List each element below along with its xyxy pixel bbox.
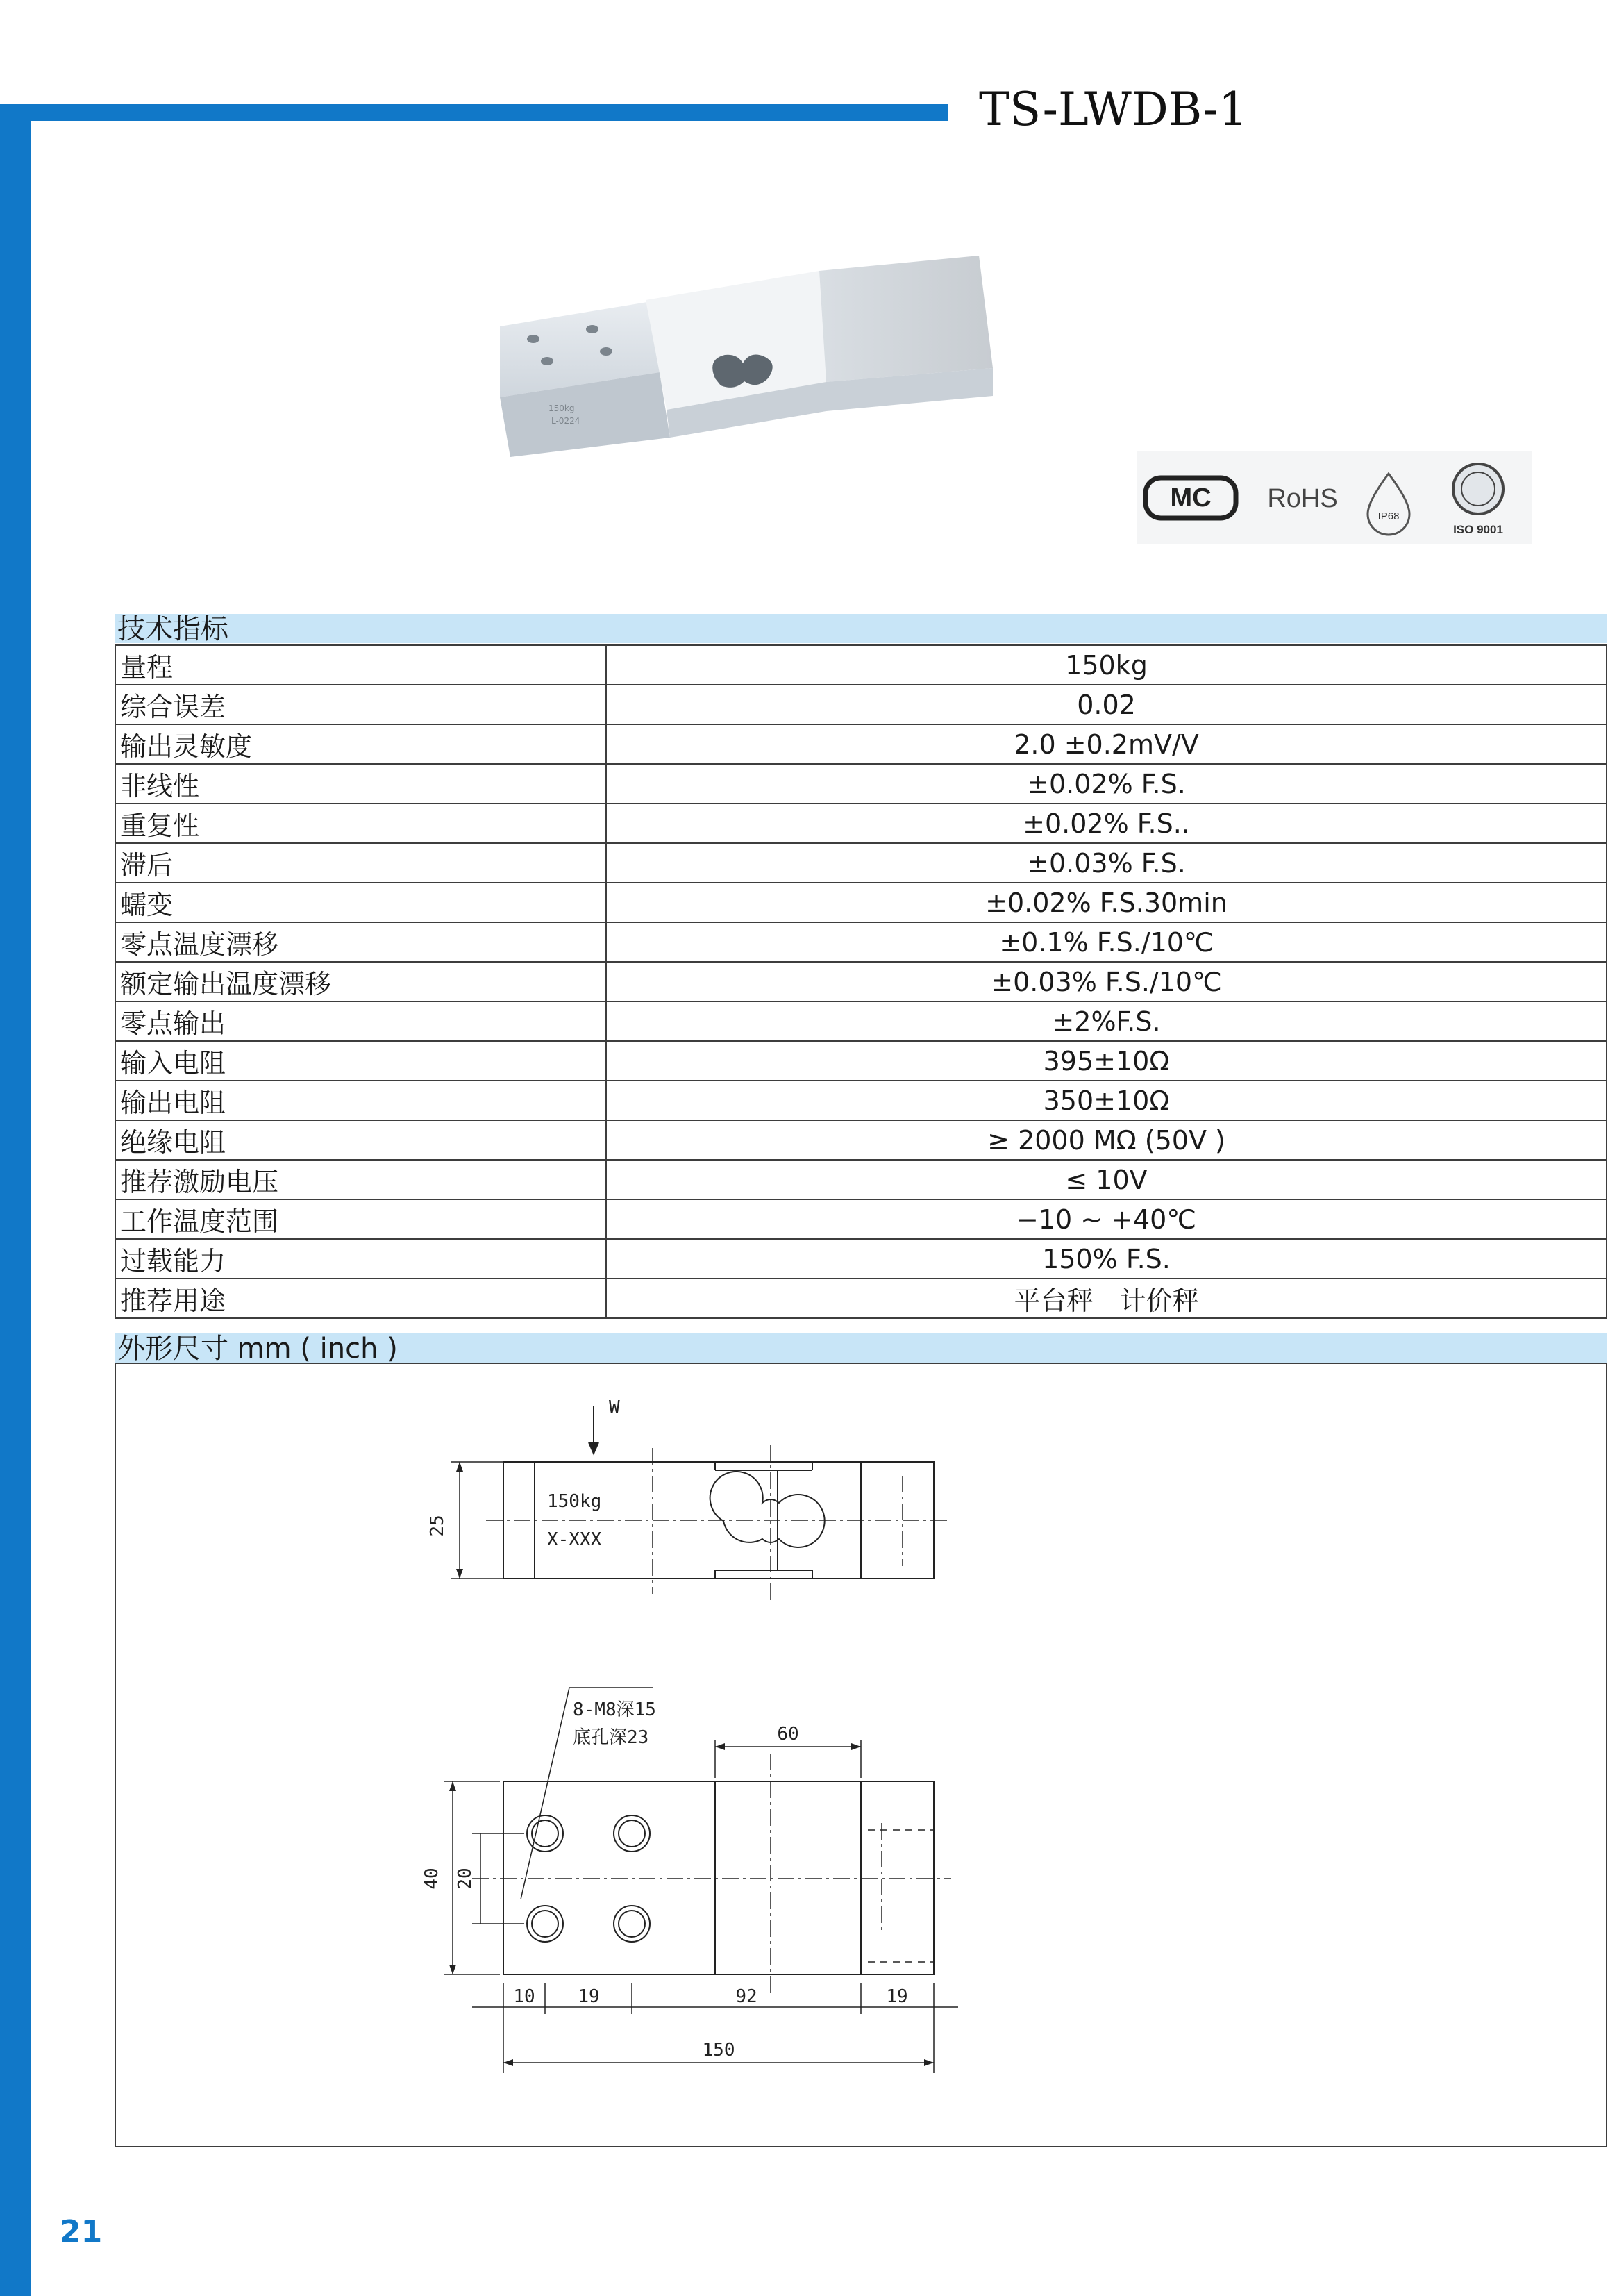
dim-height-25: 25 (427, 1515, 448, 1537)
spec-value: ±0.02% F.S.. (606, 804, 1607, 843)
spec-label: 零点温度漂移 (115, 922, 606, 962)
spec-label: 非线性 (115, 764, 606, 804)
svg-text:ISO 9001: ISO 9001 (1453, 523, 1503, 536)
hole-icon (527, 335, 539, 343)
svg-text:RoHS: RoHS (1267, 484, 1338, 513)
spec-label: 输出电阻 (115, 1081, 606, 1120)
spec-value: 150% F.S. (606, 1239, 1607, 1279)
spec-label: 量程 (115, 645, 606, 685)
page-number: 21 (60, 2214, 103, 2249)
side-view (451, 1406, 934, 1579)
dimension-section-title: 外形尺寸 mm ( inch ) (115, 1333, 1607, 1363)
spec-label: 输出灵敏度 (115, 724, 606, 764)
hole-icon (600, 347, 612, 356)
spec-row (115, 724, 1607, 764)
spec-row (115, 1120, 1607, 1160)
spec-label: 零点输出 (115, 1001, 606, 1041)
left-accent-bar (0, 104, 31, 2296)
spec-value: 平台秤 计价秤 (606, 1279, 1607, 1318)
dimension-drawing (403, 1379, 1257, 2083)
dim-40: 40 (421, 1867, 442, 1890)
spec-section-title: 技术指标 (115, 614, 1607, 643)
spec-label: 重复性 (115, 804, 606, 843)
mc-mark-icon (1146, 478, 1236, 518)
dim-150: 150 (702, 2040, 735, 2061)
spec-label: 推荐用途 (115, 1279, 606, 1318)
side-serial-label: X-XXX (547, 1529, 602, 1550)
hole-icon (586, 325, 598, 333)
right-block (819, 256, 993, 382)
spec-label: 蠕变 (115, 883, 606, 922)
spec-row (115, 1041, 1607, 1081)
spec-value: 0.02 (606, 685, 1607, 724)
ip-rating-icon (1368, 474, 1409, 535)
dim-19-left: 19 (578, 1986, 600, 2007)
spec-row (115, 764, 1607, 804)
spec-label: 绝缘电阻 (115, 1120, 606, 1160)
spec-value: ±0.03% F.S./10℃ (606, 962, 1607, 1001)
svg-text:IP68: IP68 (1377, 510, 1400, 522)
spec-value: ±0.1% F.S./10℃ (606, 922, 1607, 962)
spec-value: ±0.02% F.S.30min (606, 883, 1607, 922)
dim-19-right: 19 (886, 1986, 908, 2007)
load-label: W (609, 1397, 620, 1418)
dim-10: 10 (513, 1986, 535, 2007)
spec-row (115, 1279, 1607, 1318)
spec-value: 150kg (606, 645, 1607, 685)
spec-label: 推荐激励电压 (115, 1160, 606, 1199)
spec-row (115, 883, 1607, 922)
spec-row (115, 1001, 1607, 1041)
spec-row (115, 645, 1607, 685)
centerlines (472, 1445, 951, 1997)
model-title: TS-LWDB-1 (979, 83, 1248, 136)
top-view (444, 1688, 958, 2073)
product-photo (493, 250, 1007, 465)
side-capacity-label: 150kg (547, 1491, 602, 1512)
spec-label: 工作温度范围 (115, 1199, 606, 1239)
certification-strip (1137, 451, 1532, 544)
iso-icon (1453, 464, 1503, 536)
svg-text:MC: MC (1170, 483, 1212, 513)
spec-row (115, 804, 1607, 843)
spec-value: 395±10Ω (606, 1041, 1607, 1081)
hole-note-1: 8-M8深15 (573, 1699, 656, 1720)
spec-row (115, 1199, 1607, 1239)
spec-label: 额定输出温度漂移 (115, 962, 606, 1001)
dim-60: 60 (777, 1724, 799, 1745)
spec-row (115, 1239, 1607, 1279)
rohs-icon (1267, 484, 1337, 513)
engraving-serial: L-0224 (551, 416, 580, 426)
spec-label: 综合误差 (115, 685, 606, 724)
spec-value: −10 ~ +40℃ (606, 1199, 1607, 1239)
spec-value: ≤ 10V (606, 1160, 1607, 1199)
hole-icon (541, 357, 553, 365)
spec-value: 350±10Ω (606, 1081, 1607, 1120)
top-accent-bar (0, 104, 948, 121)
spec-row (115, 685, 1607, 724)
spec-row (115, 843, 1607, 883)
spec-row (115, 1160, 1607, 1199)
hole-note-2: 底孔深23 (573, 1727, 649, 1748)
spec-table (115, 644, 1607, 1319)
spec-label: 滞后 (115, 843, 606, 883)
dim-92: 92 (735, 1986, 757, 2007)
spec-value: 2.0 ±0.2mV/V (606, 724, 1607, 764)
spec-label: 过载能力 (115, 1239, 606, 1279)
spec-row (115, 1081, 1607, 1120)
spec-value: ±0.03% F.S. (606, 843, 1607, 883)
spec-row (115, 922, 1607, 962)
spec-value: ±2%F.S. (606, 1001, 1607, 1041)
spec-value: ≥ 2000 MΩ (50V ) (606, 1120, 1607, 1160)
dim-20: 20 (455, 1867, 476, 1890)
spec-value: ±0.02% F.S. (606, 764, 1607, 804)
spec-row (115, 962, 1607, 1001)
spec-label: 输入电阻 (115, 1041, 606, 1081)
engraving-capacity: 150kg (548, 404, 575, 413)
